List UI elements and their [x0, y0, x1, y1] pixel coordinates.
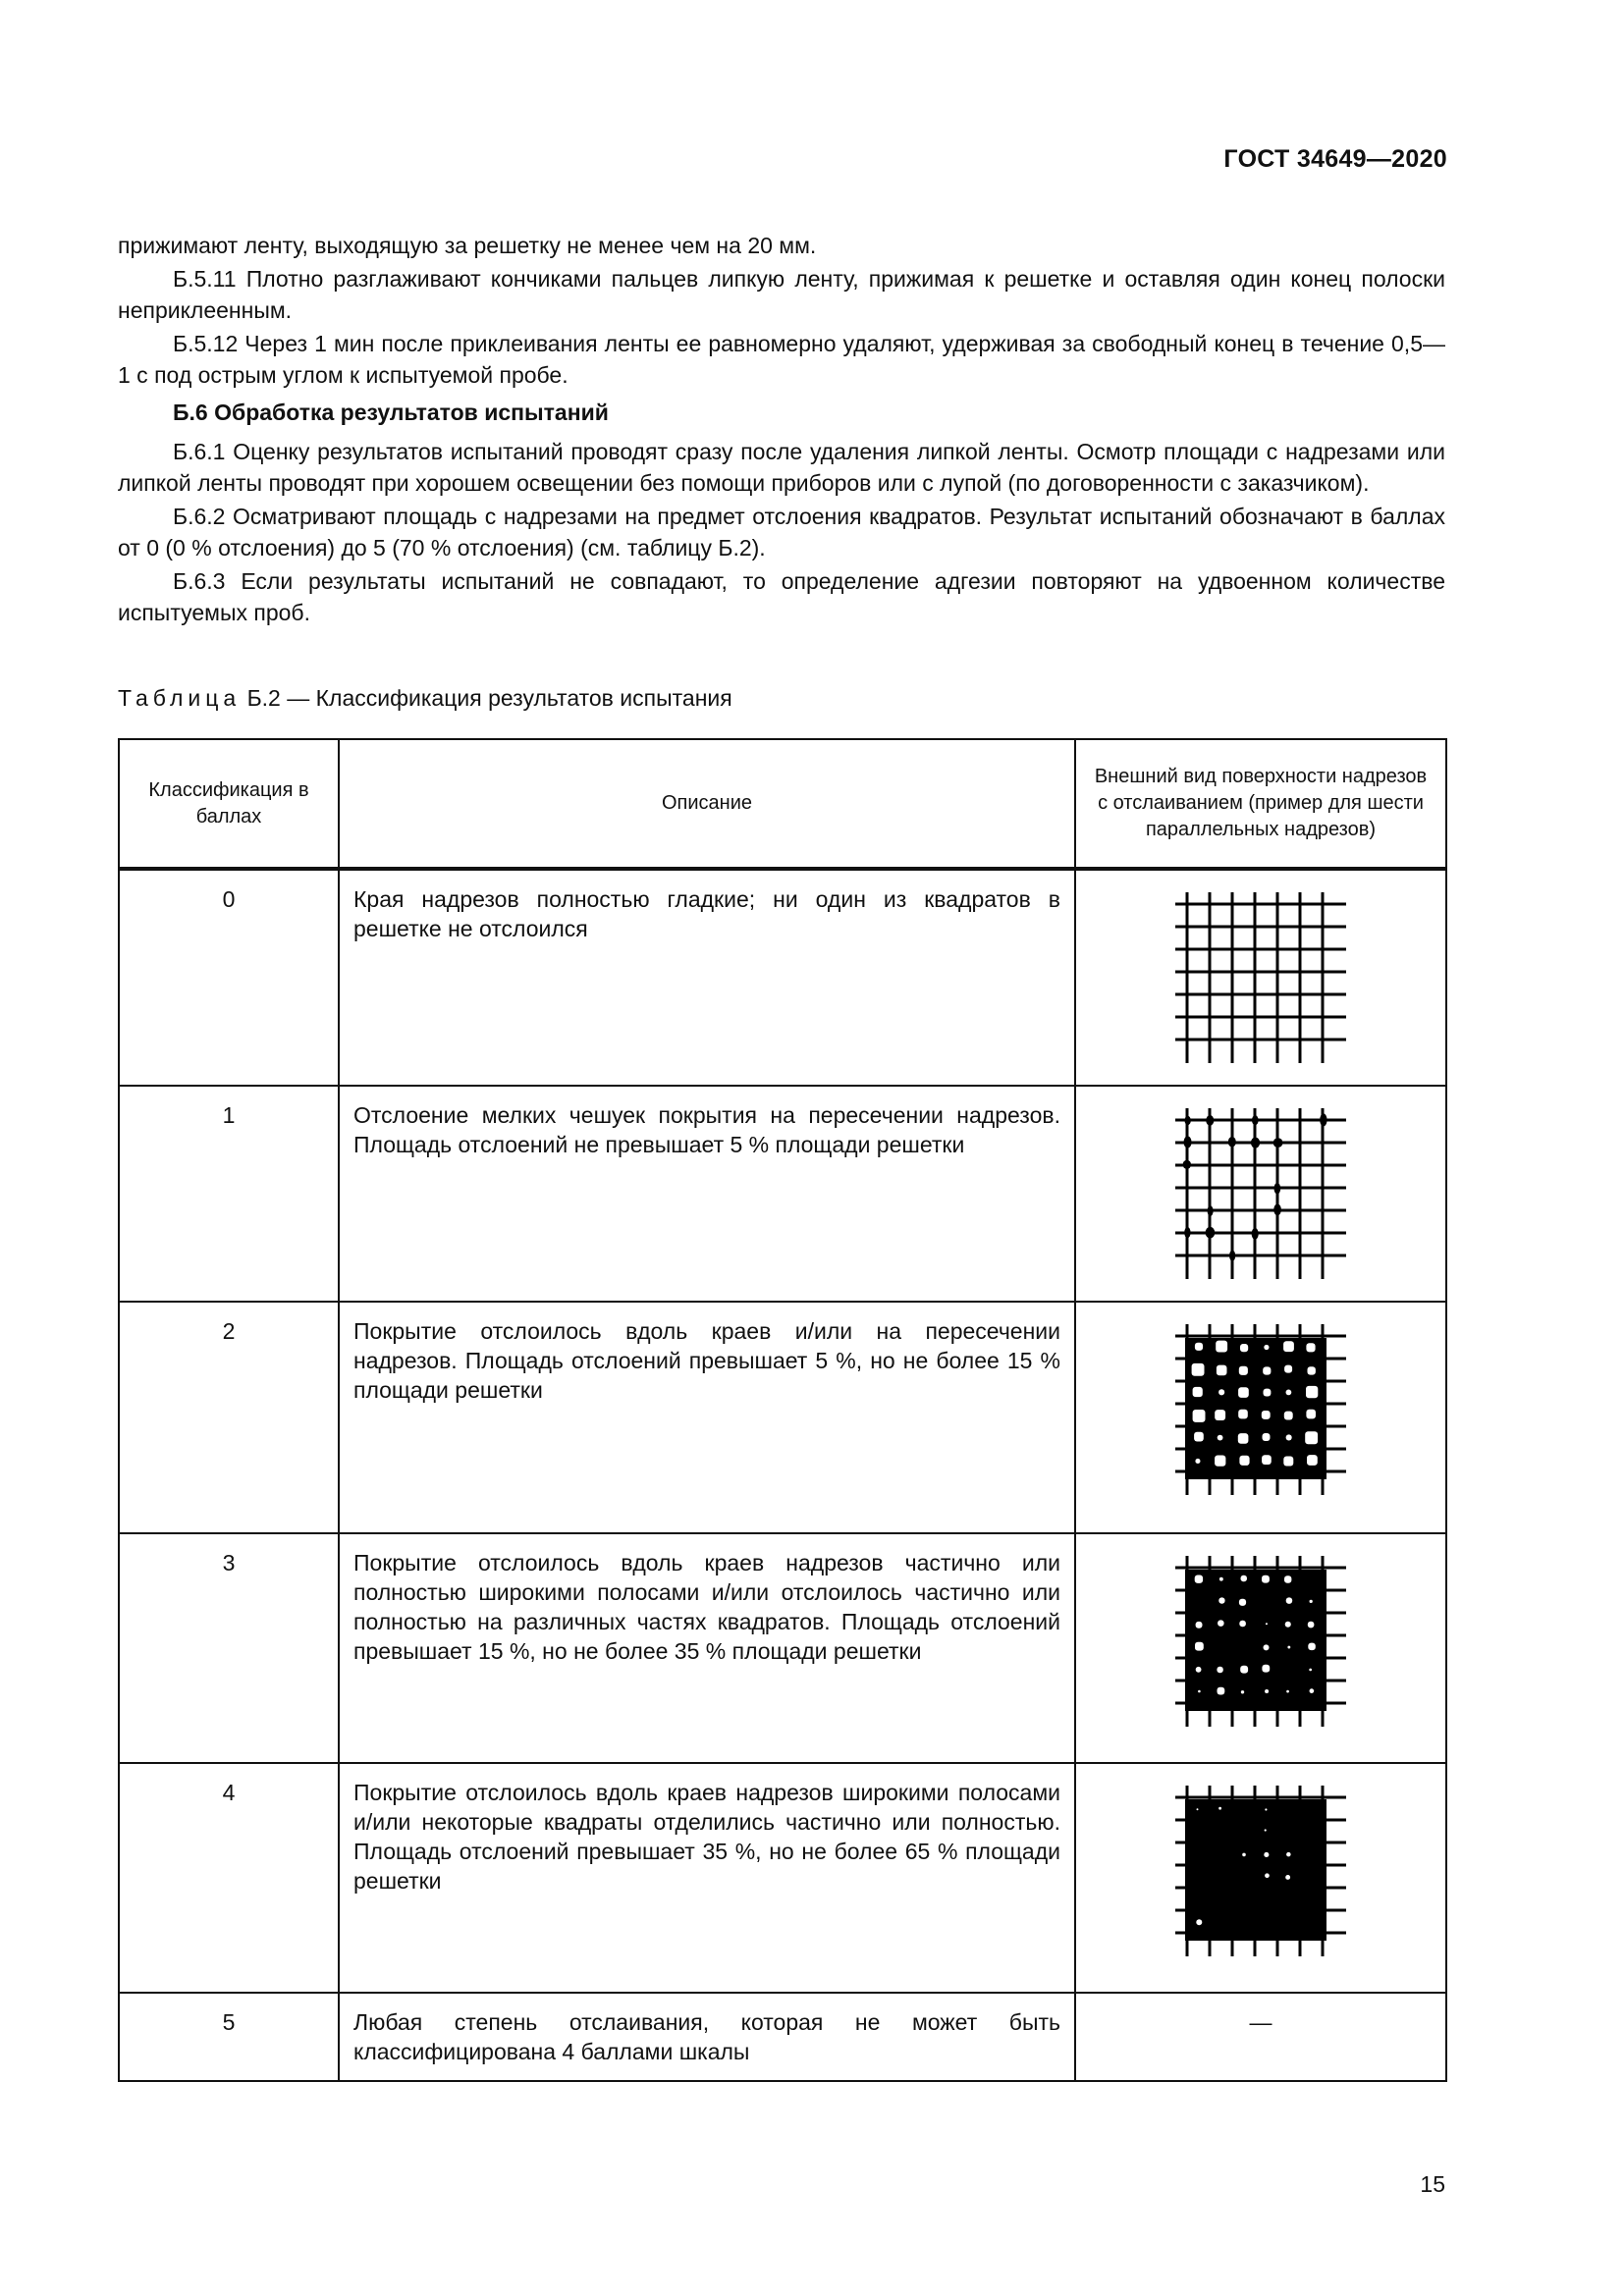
intact-coating-square — [1198, 1690, 1201, 1693]
score-cell: 2 — [119, 1302, 339, 1533]
table-caption-label: Таблица — [118, 685, 242, 711]
intact-coating-square — [1195, 1642, 1204, 1651]
table-caption-text: Б.2 — Классификация результатов испытания — [241, 685, 732, 711]
intact-coating-square — [1239, 1599, 1246, 1606]
crosshatch-grid-squares-detached-image — [1167, 1778, 1354, 1964]
appearance-cell — [1075, 1302, 1446, 1533]
intact-coating-square — [1216, 1341, 1227, 1353]
intact-coating-square — [1262, 1665, 1270, 1673]
description-cell: Любая степень отслаивания, которая не может быть классифицирована 4 баллами шкалы — [339, 1993, 1075, 2081]
intact-coating-square — [1305, 1431, 1318, 1444]
intact-coating-square — [1195, 1343, 1203, 1351]
coating-flake — [1273, 1138, 1283, 1148]
intact-coating-square — [1308, 1366, 1316, 1374]
paragraph-continuation: прижимают ленту, выходящую за решетку не менее чем на 20 мм. — [118, 233, 817, 258]
coating-flake — [1274, 1183, 1281, 1194]
coating-flake — [1229, 1251, 1235, 1261]
intact-coating-square — [1217, 1667, 1222, 1673]
intact-coating-square — [1218, 1687, 1225, 1695]
intact-coating-square — [1218, 1620, 1224, 1627]
intact-coating-square — [1193, 1387, 1203, 1397]
classification-table — [118, 738, 1447, 2082]
section-heading-b-6: Б.6 Обработка результатов испытаний — [173, 400, 609, 425]
coating-flake — [1228, 1137, 1236, 1148]
coating-flake — [1206, 1115, 1214, 1126]
intact-coating-square — [1309, 1669, 1312, 1672]
description-cell: Покрытие отслоилось вдоль краев надрезов частично или полностью широкими полосами и/или отслоилось частично или полностью на различных частях квадратов. Площадь отслоений превышает 15 %, но не более 35 % площади решетки — [339, 1533, 1075, 1763]
table-row — [119, 1302, 1446, 1533]
coating-flake — [1184, 1227, 1190, 1238]
appearance-cell — [1075, 1086, 1446, 1302]
intact-coating-square — [1264, 1345, 1269, 1350]
coating-flake — [1183, 1160, 1191, 1169]
paragraph-b-6-1: Б.6.1 Оценку результатов испытаний проводят сразу после удаления липкой ленты. Осмотр площади с надрезами или липкой ленты проводят при хорошем освещении без помощи приборов или с лупой (по договоренности с заказчиком). — [118, 439, 1445, 496]
intact-coating-square — [1308, 1622, 1315, 1629]
intact-coating-square — [1241, 1575, 1248, 1582]
table-caption — [118, 685, 732, 712]
score-cell: 0 — [119, 869, 339, 1086]
intact-coating-square — [1308, 1643, 1316, 1651]
intact-coating-square — [1265, 1808, 1267, 1810]
intact-coating-square — [1307, 1455, 1318, 1466]
score-cell: 5 — [119, 1993, 339, 2081]
intact-coating-square — [1239, 1621, 1246, 1628]
intact-coating-square — [1286, 1690, 1289, 1693]
intact-coating-square — [1242, 1853, 1246, 1857]
crosshatch-grid-flakes-image — [1167, 1100, 1354, 1287]
intact-coating-square — [1287, 1646, 1290, 1649]
intact-coating-square — [1265, 1873, 1270, 1878]
appearance-cell — [1075, 1763, 1446, 1993]
intact-coating-square — [1194, 1432, 1204, 1442]
intact-coating-square — [1283, 1341, 1294, 1352]
coating-flake — [1183, 1136, 1191, 1148]
table-row — [119, 1086, 1446, 1302]
paragraph-b-5-11: Б.5.11 Плотно разглаживают кончиками пальцев липкую ленту, прижимая к решетке и оставляя один конец полоски неприклеенным. — [118, 266, 1445, 323]
score-cell: 1 — [119, 1086, 339, 1302]
intact-coating-square — [1263, 1366, 1271, 1374]
intact-coating-square — [1215, 1456, 1225, 1467]
intact-coating-square — [1240, 1666, 1248, 1674]
intact-coating-square — [1310, 1600, 1313, 1603]
intact-coating-square — [1262, 1455, 1272, 1465]
paragraph-b-6-3: Б.6.3 Если результаты испытаний не совпадают, то определение адгезии повторяют на удвоенном количестве испытуемых проб. — [118, 568, 1445, 625]
intact-coating-square — [1196, 1667, 1202, 1673]
intact-coating-square — [1306, 1343, 1315, 1352]
intact-coating-square — [1306, 1410, 1316, 1419]
table-row — [119, 1993, 1446, 2081]
page-number: 15 — [1420, 2171, 1445, 2197]
intact-coating-square — [1238, 1410, 1248, 1419]
intact-coating-square — [1310, 1688, 1315, 1693]
intact-coating-square — [1239, 1366, 1248, 1375]
coating-flake — [1252, 1115, 1259, 1125]
header-score: Классификация в баллах — [119, 739, 339, 869]
intact-coating-square — [1197, 1808, 1199, 1810]
crosshatch-grid-wide-strips-image — [1167, 1548, 1354, 1735]
score-cell: 4 — [119, 1763, 339, 1993]
intact-coating-square — [1241, 1690, 1244, 1693]
intact-coating-square — [1284, 1365, 1292, 1373]
intact-coating-square — [1217, 1365, 1227, 1376]
intact-coating-square — [1263, 1433, 1271, 1441]
intact-coating-square — [1286, 1597, 1293, 1604]
intact-coating-square — [1283, 1457, 1293, 1467]
coating-flake — [1273, 1203, 1281, 1215]
intact-coating-square — [1240, 1344, 1248, 1352]
intact-coating-square — [1215, 1410, 1225, 1420]
coating-flake — [1208, 1205, 1214, 1216]
intact-coating-square — [1285, 1875, 1290, 1880]
intact-coating-square — [1239, 1456, 1249, 1466]
table-header-row — [119, 739, 1446, 869]
coating-flake — [1252, 1228, 1259, 1240]
appearance-cell — [1075, 869, 1446, 1086]
coating-flake — [1206, 1227, 1216, 1239]
intact-coating-square — [1284, 1575, 1291, 1582]
paragraph-b-5-12: Б.5.12 Через 1 мин после приклеивания ленты ее равномерно удаляют, удерживая за свободный конец в течение 0,5—1 с под острым углом к испытуемой пробе. — [118, 331, 1445, 388]
intact-coating-square — [1218, 1435, 1223, 1441]
table-row — [119, 869, 1446, 1086]
header-appearance: Внешний вид поверхности надрезов с отслаиванием (пример для шести параллельных надрезов) — [1075, 739, 1446, 869]
intact-coating-square — [1265, 1689, 1269, 1693]
intact-coating-square — [1196, 1622, 1203, 1629]
intact-coating-square — [1286, 1390, 1292, 1396]
intact-coating-square — [1264, 1644, 1270, 1650]
intact-coating-square — [1238, 1433, 1249, 1444]
intact-coating-square — [1219, 1577, 1223, 1581]
score-cell: 3 — [119, 1533, 339, 1763]
intact-coating-square — [1218, 1807, 1221, 1810]
coating-flake — [1251, 1138, 1260, 1148]
intact-coating-square — [1192, 1363, 1205, 1376]
document-standard-number: ГОСТ 34649—2020 — [1223, 145, 1447, 173]
description-cell: Отслоение мелких чешуек покрытия на пересечении надрезов. Площадь отслоений не превышает 5 % площади решетки — [339, 1086, 1075, 1302]
paragraph-b-6-2: Б.6.2 Осматривают площадь с надрезами на предмет отслоения квадратов. Результат испытаний обозначают в баллах от 0 (0 % отслоения) до 5 (70 % отслоения) (см. таблицу Б.2). — [118, 504, 1445, 561]
intact-coating-square — [1262, 1411, 1271, 1419]
body-text — [118, 230, 1445, 630]
coating-flake — [1320, 1113, 1326, 1126]
intact-coating-square — [1264, 1852, 1269, 1857]
header-description: Описание — [339, 739, 1075, 869]
intact-coating-square — [1264, 1389, 1272, 1397]
intact-coating-square — [1195, 1575, 1203, 1583]
intact-coating-square — [1286, 1434, 1292, 1440]
appearance-cell-empty: — — [1075, 1993, 1446, 2081]
intact-coating-square — [1196, 1919, 1202, 1925]
intact-coating-square — [1306, 1386, 1318, 1398]
intact-coating-square — [1286, 1852, 1291, 1857]
coating-flake — [1185, 1116, 1191, 1125]
table-row — [119, 1763, 1446, 1993]
intact-coating-square — [1195, 1459, 1200, 1464]
intact-coating-square — [1218, 1389, 1224, 1395]
intact-coating-square — [1238, 1387, 1249, 1398]
description-cell: Покрытие отслоилось вдоль краев и/или на пересечении надрезов. Площадь отслоений превышает 5 %, но не более 15 % площади решетки — [339, 1302, 1075, 1533]
intact-coating-square — [1284, 1412, 1293, 1420]
crosshatch-grid-intact-image — [1167, 884, 1354, 1071]
description-cell: Покрытие отслоилось вдоль краев надрезов широкими полосами и/или некоторые квадраты отделились частично или полностью. Площадь отслоений превышает 35 %, но не более 65 % площади решетки — [339, 1763, 1075, 1993]
crosshatch-grid-edges-peeled-image — [1167, 1316, 1354, 1503]
intact-coating-square — [1285, 1622, 1291, 1628]
description-cell: Края надрезов полностью гладкие; ни один из квадратов в решетке не отслоился — [339, 869, 1075, 1086]
intact-coating-square — [1266, 1623, 1268, 1625]
intact-coating-square — [1262, 1575, 1270, 1583]
table-row — [119, 1533, 1446, 1763]
appearance-cell — [1075, 1533, 1446, 1763]
intact-coating-square — [1193, 1410, 1206, 1422]
intact-coating-square — [1218, 1597, 1224, 1603]
intact-coating-square — [1265, 1829, 1267, 1831]
